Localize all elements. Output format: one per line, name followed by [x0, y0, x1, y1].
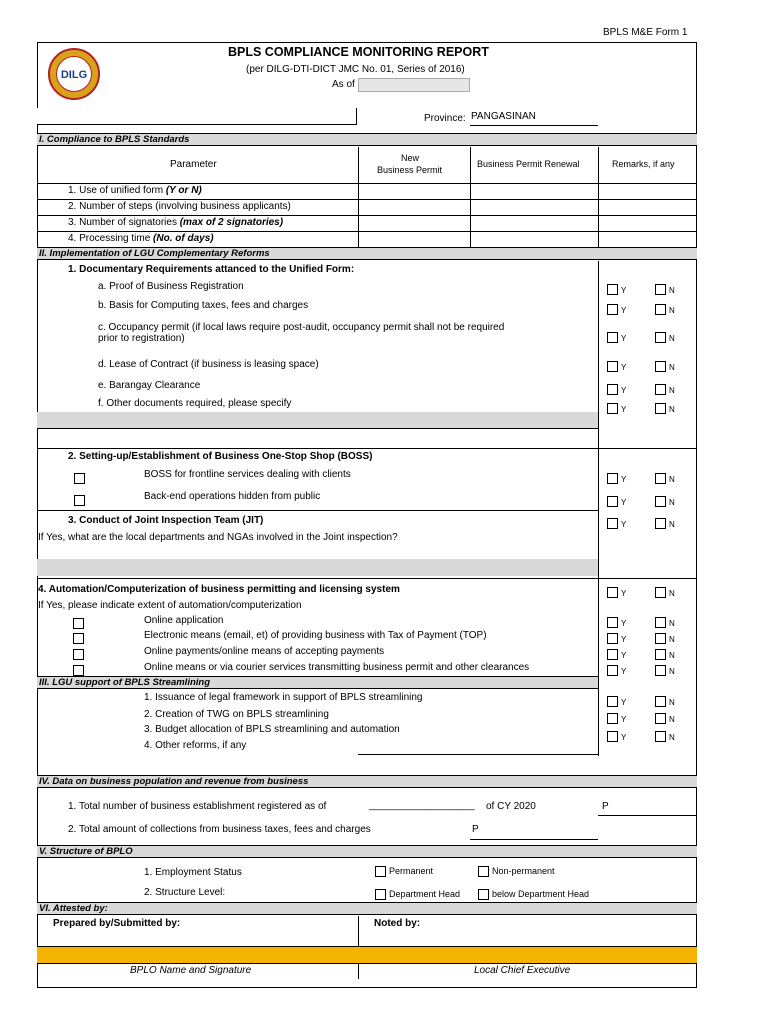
- collections-label: 2. Total amount of collections from business taxes, fees and charges: [68, 824, 371, 835]
- no-checkbox[interactable]: [655, 284, 666, 295]
- auto-online-app-checkbox[interactable]: [73, 618, 84, 629]
- row-rule: [37, 428, 598, 429]
- auto-electronic-checkbox[interactable]: [73, 633, 84, 644]
- no-label: N: [669, 334, 675, 343]
- no-checkbox[interactable]: [655, 518, 666, 529]
- boss-backend-checkbox[interactable]: [74, 495, 85, 506]
- noted-by-label: Noted by:: [374, 918, 421, 929]
- no-label: N: [669, 475, 675, 484]
- param-em: (No. of days): [153, 233, 214, 244]
- structure-label: 2. Structure Level:: [144, 887, 226, 898]
- row-rule: [37, 448, 697, 449]
- no-checkbox[interactable]: [655, 617, 666, 628]
- yes-label: Y: [621, 715, 627, 724]
- no-checkbox[interactable]: [655, 384, 666, 395]
- param-text: 1. Use of unified form: [68, 185, 166, 196]
- no-checkbox[interactable]: [655, 696, 666, 707]
- report-subtitle: (per DILG-DTI-DICT JMC No. 01, Series of 2016): [246, 64, 465, 75]
- doc-item-f: f. Other documents required, please specify: [98, 398, 292, 409]
- yes-label: Y: [621, 619, 627, 628]
- param-em: (max of 2 signatories): [179, 217, 284, 228]
- yes-checkbox[interactable]: [607, 633, 618, 644]
- below-dept-head-checkbox[interactable]: [478, 889, 489, 900]
- col-parameter: Parameter: [170, 159, 217, 170]
- yes-label: Y: [621, 733, 627, 742]
- no-checkbox[interactable]: [655, 633, 666, 644]
- section-3-title: III. LGU support of BPLS Streamlining: [37, 676, 598, 689]
- non-permanent-checkbox[interactable]: [478, 866, 489, 877]
- row-rule: [37, 510, 598, 511]
- boss-title: 2. Setting-up/Establishment of Business One-Stop Shop (BOSS): [68, 451, 373, 462]
- no-checkbox[interactable]: [655, 361, 666, 372]
- doc-req-title: 1. Documentary Requirements attanced to the Unified Form:: [68, 264, 355, 275]
- param-em: (Y or N): [165, 185, 202, 196]
- yes-checkbox[interactable]: [607, 473, 618, 484]
- yes-checkbox[interactable]: [607, 496, 618, 507]
- yes-label: Y: [621, 498, 627, 507]
- logo-text: DILG: [56, 56, 92, 92]
- bplo-signature-label: BPLO Name and Signature: [130, 965, 252, 976]
- lce-signature-label: Local Chief Executive: [474, 965, 571, 976]
- yes-checkbox[interactable]: [607, 713, 618, 724]
- no-label: N: [669, 715, 675, 724]
- no-label: N: [669, 733, 675, 742]
- yes-label: Y: [621, 405, 627, 414]
- auto-question: If Yes, please indicate extent of automation/computerization: [38, 600, 302, 611]
- prepared-by-label: Prepared by/Submitted by:: [53, 918, 181, 929]
- param-row-4: [68, 233, 214, 244]
- form-code: BPLS M&E Form 1: [603, 27, 688, 38]
- no-checkbox[interactable]: [655, 304, 666, 315]
- yes-label: Y: [621, 306, 627, 315]
- col-new-2: Business Permit: [377, 165, 443, 175]
- boss-backend-label: Back-end operations hidden from public: [144, 491, 321, 502]
- col-new-1: New: [401, 153, 420, 163]
- yes-label: Y: [621, 651, 627, 660]
- yes-checkbox[interactable]: [607, 384, 618, 395]
- yes-checkbox[interactable]: [607, 518, 618, 529]
- auto-title: 4. Automation/Computerization of business permitting and licensing system: [38, 584, 400, 595]
- auto-payments-checkbox[interactable]: [73, 649, 84, 660]
- no-checkbox[interactable]: [655, 731, 666, 742]
- auto-courier-checkbox[interactable]: [73, 665, 84, 676]
- as-of-input[interactable]: [358, 78, 470, 92]
- yes-label: Y: [621, 589, 627, 598]
- support-item-3: 3. Budget allocation of BPLS streamlining and automation: [144, 724, 400, 735]
- no-checkbox[interactable]: [655, 496, 666, 507]
- no-label: N: [669, 651, 675, 660]
- yes-checkbox[interactable]: [607, 332, 618, 343]
- header-left-field[interactable]: [37, 108, 357, 125]
- param-row-3: [68, 217, 283, 228]
- row-rule: [37, 963, 697, 964]
- province-label: Province:: [424, 113, 466, 124]
- col-renewal: Business Permit Renewal: [477, 159, 580, 169]
- no-label: N: [669, 286, 675, 295]
- doc-item-a: a. Proof of Business Registration: [98, 281, 244, 292]
- no-label: N: [669, 386, 675, 395]
- collections-currency: P: [472, 824, 479, 835]
- auto-courier-label: Online means or via courier services transmitting business permit and other clearances: [144, 662, 530, 673]
- doc-item-c-2: prior to registration): [98, 333, 185, 344]
- boss-frontline-label: BOSS for frontline services dealing with clients: [144, 469, 351, 480]
- jit-question: If Yes, what are the local departments and NGAs involved in the Joint inspection?: [38, 532, 398, 543]
- below-dept-head-label: below Department Head: [492, 889, 590, 899]
- doc-item-d: d. Lease of Contract (if business is leasing space): [98, 359, 319, 370]
- as-of-label: As of: [332, 79, 355, 90]
- no-label: N: [669, 520, 675, 529]
- support-item-4: 4. Other reforms, if any: [144, 740, 247, 751]
- yes-checkbox[interactable]: [607, 649, 618, 660]
- support-item-1: 1. Issuance of legal framework in support of BPLS streamlining: [144, 692, 423, 703]
- section-4-title: IV. Data on business population and revenue from business: [37, 775, 697, 788]
- section-5-title: V. Structure of BPLO: [37, 845, 697, 858]
- no-checkbox[interactable]: [655, 473, 666, 484]
- no-checkbox[interactable]: [655, 403, 666, 414]
- yes-label: Y: [621, 286, 627, 295]
- yes-label: Y: [621, 667, 627, 676]
- param-text: 3. Number of signatories: [68, 217, 180, 228]
- permanent-label: Permanent: [389, 866, 434, 876]
- param-row-2: [68, 201, 291, 212]
- no-checkbox[interactable]: [655, 649, 666, 660]
- yes-label: Y: [621, 363, 627, 372]
- jit-answer-field[interactable]: [37, 559, 598, 576]
- yes-checkbox[interactable]: [607, 587, 618, 598]
- no-label: N: [669, 306, 675, 315]
- column-rule: [598, 261, 599, 681]
- dilg-logo: [48, 48, 100, 100]
- dept-head-checkbox[interactable]: [375, 889, 386, 900]
- table-rule: [470, 147, 471, 247]
- yes-checkbox[interactable]: [607, 617, 618, 628]
- doc-item-e: e. Barangay Clearance: [98, 380, 201, 391]
- signature-bar[interactable]: [37, 946, 697, 963]
- table-rule: [598, 147, 599, 247]
- section-2-title: II. Implementation of LGU Complementary Reforms: [37, 247, 697, 260]
- yes-checkbox[interactable]: [607, 665, 618, 676]
- employment-label: 1. Employment Status: [144, 867, 242, 878]
- yes-checkbox[interactable]: [607, 361, 618, 372]
- row-rule: [37, 578, 697, 579]
- yes-checkbox[interactable]: [607, 403, 618, 414]
- support-item-2: 2. Creation of TWG on BPLS streamlining: [144, 709, 329, 720]
- no-label: N: [669, 667, 675, 676]
- yes-label: Y: [621, 475, 627, 484]
- no-checkbox[interactable]: [655, 587, 666, 598]
- no-checkbox[interactable]: [655, 713, 666, 724]
- table-rule: [358, 147, 359, 247]
- other-reforms-field[interactable]: [358, 754, 598, 755]
- yes-checkbox[interactable]: [607, 304, 618, 315]
- col-remarks: Remarks, if any: [612, 159, 675, 169]
- doc-item-c: c. Occupancy permit (if local laws require post-audit, occupancy permit shall not be required: [98, 322, 505, 333]
- auto-online-app-label: Online application: [144, 615, 224, 626]
- business-count-label: 1. Total number of business establishment registered as of: [68, 801, 327, 812]
- no-label: N: [669, 589, 675, 598]
- param-text: 4. Processing time: [68, 233, 154, 244]
- yes-label: Y: [621, 386, 627, 395]
- row-rule: [37, 946, 697, 947]
- auto-payments-label: Online payments/online means of accepting payments: [144, 646, 385, 657]
- no-checkbox[interactable]: [655, 665, 666, 676]
- non-permanent-label: Non-permanent: [492, 866, 555, 876]
- yes-checkbox[interactable]: [607, 284, 618, 295]
- doc-item-b: b. Basis for Computing taxes, fees and charges: [98, 300, 309, 311]
- auto-electronic-label: Electronic means (email, et) of providing business with Tax of Payment (TOP): [144, 630, 487, 641]
- yes-label: Y: [621, 635, 627, 644]
- yes-checkbox[interactable]: [607, 731, 618, 742]
- business-count-field[interactable]: [598, 815, 697, 816]
- business-count-currency: P: [602, 801, 609, 812]
- boss-frontline-checkbox[interactable]: [74, 473, 85, 484]
- yes-label: Y: [621, 520, 627, 529]
- report-title: BPLS COMPLIANCE MONITORING REPORT: [228, 45, 489, 59]
- no-label: N: [669, 619, 675, 628]
- yes-checkbox[interactable]: [607, 696, 618, 707]
- specify-field[interactable]: [37, 412, 598, 428]
- section-1-title: I. Compliance to BPLS Standards: [37, 133, 697, 146]
- no-label: N: [669, 698, 675, 707]
- section-6-title: VI. Attested by:: [37, 902, 697, 915]
- yes-label: Y: [621, 698, 627, 707]
- collections-field[interactable]: [470, 839, 598, 840]
- no-checkbox[interactable]: [655, 332, 666, 343]
- province-value[interactable]: PANGASINAN: [471, 111, 536, 122]
- column-rule: [598, 676, 599, 756]
- province-underline: [470, 125, 598, 126]
- dept-head-label: Department Head: [389, 889, 461, 899]
- no-label: N: [669, 405, 675, 414]
- param-text: 2. Number of steps (involving business applicants): [68, 201, 291, 212]
- business-count-date[interactable]: ___________________: [369, 800, 475, 811]
- no-label: N: [669, 498, 675, 507]
- jit-title: 3. Conduct of Joint Inspection Team (JIT): [68, 515, 264, 526]
- business-count-suffix: of CY 2020: [486, 801, 536, 812]
- no-label: N: [669, 363, 675, 372]
- param-row-1: [68, 185, 202, 196]
- no-label: N: [669, 635, 675, 644]
- permanent-checkbox[interactable]: [375, 866, 386, 877]
- yes-label: Y: [621, 334, 627, 343]
